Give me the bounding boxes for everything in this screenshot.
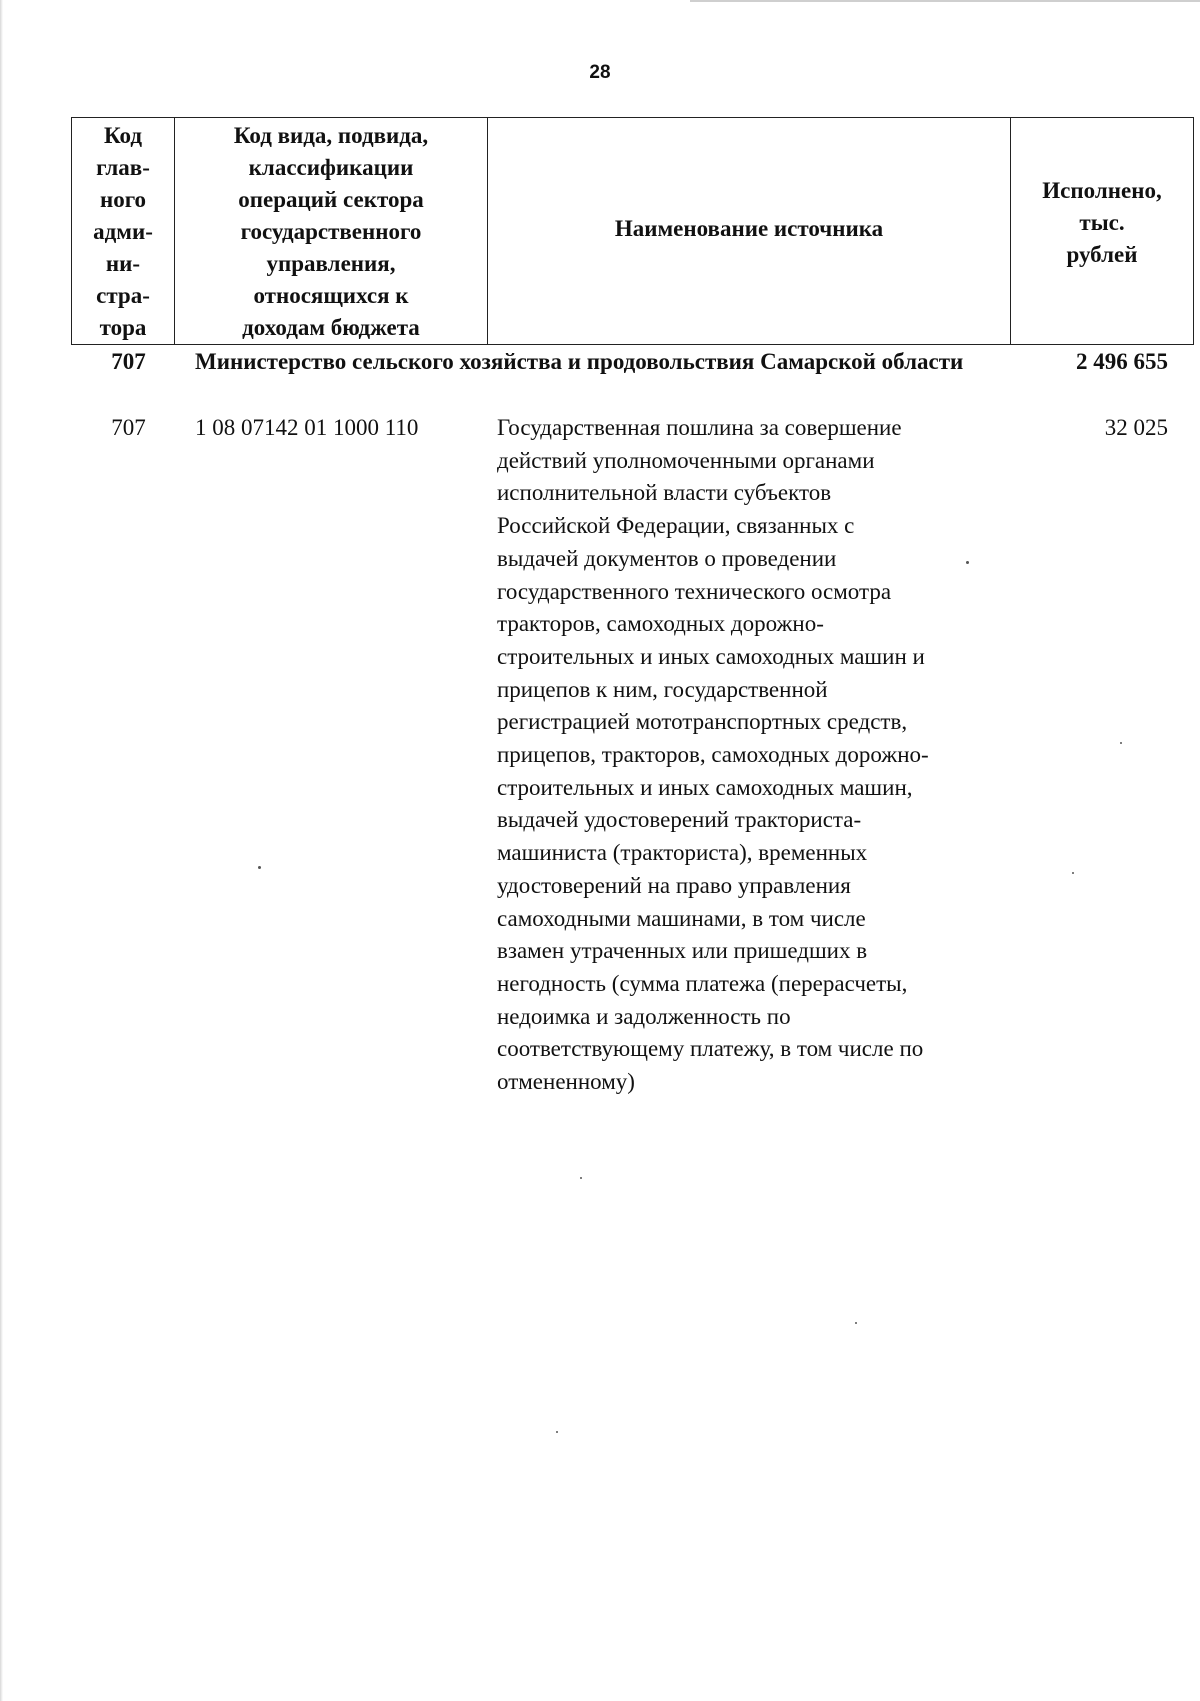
- scan-speck: [258, 866, 261, 869]
- scan-speck: [580, 1177, 582, 1179]
- header-revenue-code: [175, 118, 488, 345]
- header-executed-text: Исполнено, тыс. рублей: [1042, 178, 1162, 267]
- ministry-name: Министерство сельского хозяйства и продовольствия Самарской области: [195, 349, 964, 374]
- header-executed: [1011, 118, 1194, 345]
- header-admin-code-text: Код глав- ного адми- ни- стра- тора: [93, 123, 153, 340]
- header-revenue-code-text: Код вида, подвида, классификации операций сектора государственного управления, относящихся к доходам бюджета: [233, 123, 429, 340]
- page-number: 28: [589, 62, 611, 83]
- header-source-name-text: Наименование источника: [614, 216, 884, 241]
- scan-edge-left: [0, 0, 3, 1701]
- ministry-executed: 2 496 655: [1076, 349, 1168, 374]
- header-admin-code: [72, 118, 175, 345]
- scan-speck: [1120, 742, 1122, 744]
- scan-speck: [966, 561, 969, 564]
- row-revenue-code: 1 08 07142 01 1000 110: [195, 415, 419, 440]
- scan-speck: [1072, 872, 1074, 874]
- scan-edge-top: [690, 0, 1200, 2]
- row-executed: 32 025: [1104, 415, 1168, 440]
- table-header: [71, 117, 1194, 345]
- header-source-name: [488, 118, 1011, 345]
- scan-speck: [855, 1322, 857, 1324]
- row-admin-code: 707: [111, 415, 146, 440]
- row-description: Государственная пошлина за совершение действий уполномоченными органами исполнительной власти субъектов Российской Федерации, связанных с выдачей документов о проведении государственного технического осмотра тракторов, самоходных дорожно- строительных и иных самоходных машин и прицепов к ним, государственной регистрацией мототранспортных средств, прицепов, тракторов, самоходных дорожно- строительных и иных самоходных машин, выдачей удостоверений тракториста- машиниста (тракториста), временных удостоверений на право управления самоходными машинами, в том числе взамен утраченных или пришедших в негодность (сумма платежа (перерасчеты, недоимка и задолженность по соответствующему платежу, в том числе по отмененному): [497, 415, 929, 1095]
- ministry-admin-code: 707: [111, 349, 146, 374]
- scan-speck: [556, 1431, 558, 1433]
